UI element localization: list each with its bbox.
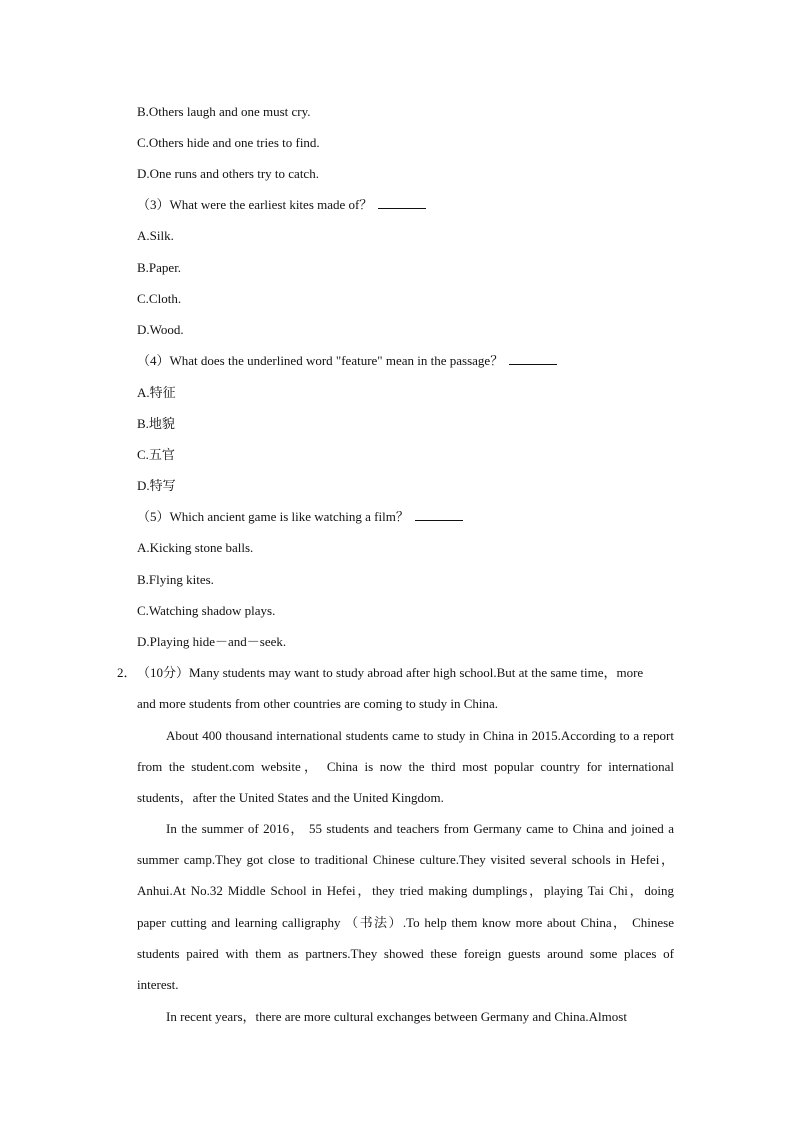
passage-paragraph-3: In recent years，there are more cultural exchanges between Germany and China.Almost: [166, 1009, 627, 1024]
q5-question-text: （5）Which ancient game is like watching a film？: [137, 509, 409, 524]
q4-option-b: B.地貌: [137, 416, 175, 431]
q4-option-a: A.特征: [137, 385, 176, 400]
q4-question-text: （4）What does the underlined word "feature" mean in the passage？: [137, 353, 504, 368]
question-2-points: （10分）: [137, 665, 190, 680]
passage-paragraph-2: In the summer of 2016， 55 students and teachers from Germany came to China and joined a summer camp.They got close to traditional Chinese culture.They visited several schools in Hefei，Anhui.At No.32 Middle School in Hefei，they tried making dumplings，playing Tai Chi，doing paper cutting and learning calligraphy （书法）.To help them know more about China， Chinese students paired with them as partners.They showed these foreign guests around some places of interest.: [137, 821, 674, 993]
q3-option-c: C.Cloth.: [137, 291, 182, 306]
q5-option-d: D.Playing hide－and－seek.: [137, 634, 287, 649]
answer-blank[interactable]: [378, 197, 426, 209]
question-2-number: 2．: [117, 665, 137, 680]
question-2-intro-text-1: Many students may want to study abroad after high school.But at the same time，more: [189, 665, 644, 680]
q5-question: [137, 509, 463, 525]
passage-paragraph-1: About 400 thousand international students came to study in China in 2015.According to a report from the student.com website， China is now the third most popular country for international students，after the United States and the United Kingdom.: [137, 728, 674, 806]
q5-option-b: B.Flying kites.: [137, 572, 214, 587]
q1-option-b: B.Others laugh and one must cry.: [137, 104, 311, 119]
q3-option-b: B.Paper.: [137, 260, 182, 275]
question-2-intro-line-1: [137, 665, 674, 681]
q3-question: [137, 197, 426, 213]
answer-blank[interactable]: [415, 509, 463, 521]
q3-option-d: D.Wood.: [137, 322, 184, 337]
q5-option-c: C.Watching shadow plays.: [137, 603, 276, 618]
q3-option-a: A.Silk.: [137, 228, 174, 243]
q4-question: [137, 353, 557, 369]
question-2-intro-line-2: and more students from other countries are coming to study in China.: [137, 696, 499, 711]
q1-option-c: C.Others hide and one tries to find.: [137, 135, 320, 150]
q3-question-text: （3）What were the earliest kites made of？: [137, 197, 373, 212]
q5-option-a: A.Kicking stone balls.: [137, 540, 254, 555]
answer-blank[interactable]: [509, 353, 557, 365]
q1-option-d: D.One runs and others try to catch.: [137, 166, 319, 181]
q4-option-d: D.特写: [137, 478, 176, 493]
q4-option-c: C.五官: [137, 447, 175, 462]
